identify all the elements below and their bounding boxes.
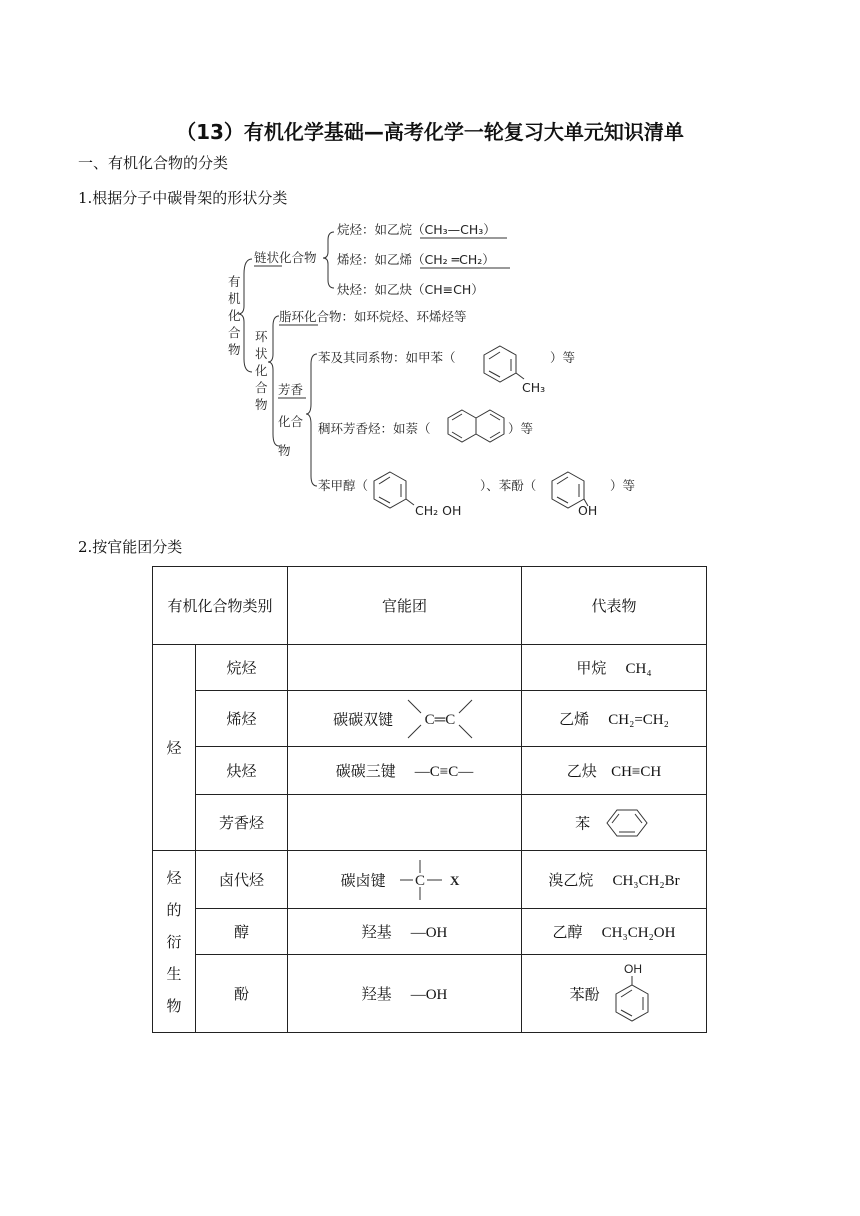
fg-cell: 碳碳双键 C═C xyxy=(288,691,522,747)
svg-text:状: 状 xyxy=(255,346,268,361)
fused-ring-end: ）等 xyxy=(508,421,534,436)
svg-text:X: X xyxy=(450,872,460,888)
subheading-skeleton: 1.根据分子中碳骨架的形状分类 xyxy=(78,189,288,207)
aromatic-label xyxy=(278,382,304,458)
phenol-structure xyxy=(610,959,658,1029)
table-row xyxy=(153,747,707,795)
alicyclic-item: 脂环化合物：如环烷烃、环烯烃等 xyxy=(279,309,467,324)
svg-text:C: C xyxy=(415,872,426,889)
class-cell: 炔烃 xyxy=(196,747,288,795)
fg-cell: 羟基 —OH xyxy=(288,909,522,955)
functional-group-table xyxy=(152,566,707,1033)
rep-cell: 苯酚 OH xyxy=(522,955,707,1033)
ring-compounds-label xyxy=(255,329,268,412)
svg-text:合: 合 xyxy=(228,325,241,340)
tree-root xyxy=(228,274,241,357)
fused-ring-item: 稠环芳香烃：如萘（ xyxy=(318,421,431,436)
header-functional-group: 官能团 xyxy=(288,567,522,645)
benzene-homolog-end: ）等 xyxy=(550,350,576,365)
class-cell: 醇 xyxy=(196,909,288,955)
rep-cell: 苯 xyxy=(522,795,707,851)
group-hydrocarbon: 烃 xyxy=(153,645,196,851)
page-title: （13）有机化学基础—高考化学一轮复习大单元知识清单 xyxy=(176,120,684,144)
class-cell: 烷烃 xyxy=(196,645,288,691)
toluene-structure xyxy=(484,346,524,382)
header-representative: 代表物 xyxy=(522,567,707,645)
fg-cell xyxy=(288,795,522,851)
subheading-functional-group: 2.按官能团分类 xyxy=(78,538,183,556)
svg-text:合: 合 xyxy=(255,380,268,395)
fg-cell: 羟基 —OH xyxy=(288,955,522,1033)
svg-text:化: 化 xyxy=(228,308,241,323)
chain-compounds-label: 链状化合物 xyxy=(254,250,317,265)
table-row xyxy=(153,851,707,909)
benzyl-ch2oh: CH₂ OH xyxy=(415,503,462,518)
benzyl-alcohol-structure xyxy=(374,472,414,508)
alkyne-item: 炔烃：如乙炔（CH≡CH） xyxy=(337,282,484,297)
table-header-row xyxy=(153,567,707,645)
svg-text:芳香: 芳香 xyxy=(278,382,304,397)
table-row xyxy=(153,909,707,955)
svg-text:C═C: C═C xyxy=(424,711,456,728)
svg-text:有: 有 xyxy=(228,274,241,289)
cc-double-bond-structure xyxy=(404,696,476,742)
rep-cell: 乙烯 CH₂=CH₂ xyxy=(522,691,707,747)
alkane-item: 烷烃：如乙烷（CH₃—CH₃） xyxy=(337,222,496,237)
phenol-mid-text: ）、苯酚（ xyxy=(480,478,537,493)
rep-cell: 甲烷 CH₄ xyxy=(522,645,707,691)
phenol-end-text: ）等 xyxy=(610,478,636,493)
fg-cell: 碳碳三键 —C≡C— xyxy=(288,747,522,795)
svg-text:物: 物 xyxy=(255,397,268,412)
fg-cell xyxy=(288,645,522,691)
class-cell: 芳香烃 xyxy=(196,795,288,851)
class-cell: 卤代烃 xyxy=(196,851,288,909)
svg-text:物: 物 xyxy=(278,443,291,458)
section-heading: 一、有机化合物的分类 xyxy=(78,154,229,172)
svg-text:化: 化 xyxy=(255,363,268,378)
benzyl-alcohol-item: 苯甲醇（ xyxy=(318,478,369,493)
chain-brace xyxy=(323,232,334,288)
phenol-oh: OH xyxy=(578,503,598,518)
svg-text:机: 机 xyxy=(228,291,241,306)
naphthalene-structure xyxy=(448,410,504,442)
carbon-halogen-structure xyxy=(398,858,468,902)
rep-cell: 乙醇 CH₃CH₂OH xyxy=(522,909,707,955)
fg-cell: 碳卤键 C X xyxy=(288,851,522,909)
rep-cell: 乙炔 CH≡CH xyxy=(522,747,707,795)
table-row xyxy=(153,955,707,1033)
group-derivative: 烃 的 衍 生 物 xyxy=(153,851,196,1033)
alkene-item: 烯烃：如乙烯（CH₂ ═CH₂） xyxy=(337,252,495,267)
benzene-homolog-item: 苯及其同系物：如甲苯（ xyxy=(318,350,456,365)
svg-text:OH: OH xyxy=(624,961,643,976)
table-row xyxy=(153,691,707,747)
table-row xyxy=(153,645,707,691)
benzene-structure xyxy=(601,807,653,839)
svg-text:物: 物 xyxy=(228,342,241,357)
header-class: 有机化合物类别 xyxy=(153,567,288,645)
svg-text:环: 环 xyxy=(255,329,268,344)
class-cell: 酚 xyxy=(196,955,288,1033)
class-cell: 烯烃 xyxy=(196,691,288,747)
aromatic-brace xyxy=(306,354,317,486)
rep-cell: 溴乙烷 CH₃CH₂Br xyxy=(522,851,707,909)
classification-tree xyxy=(222,214,662,524)
table-row xyxy=(153,795,707,851)
toluene-ch3: CH₃ xyxy=(522,380,546,395)
svg-text:化合: 化合 xyxy=(278,414,304,429)
